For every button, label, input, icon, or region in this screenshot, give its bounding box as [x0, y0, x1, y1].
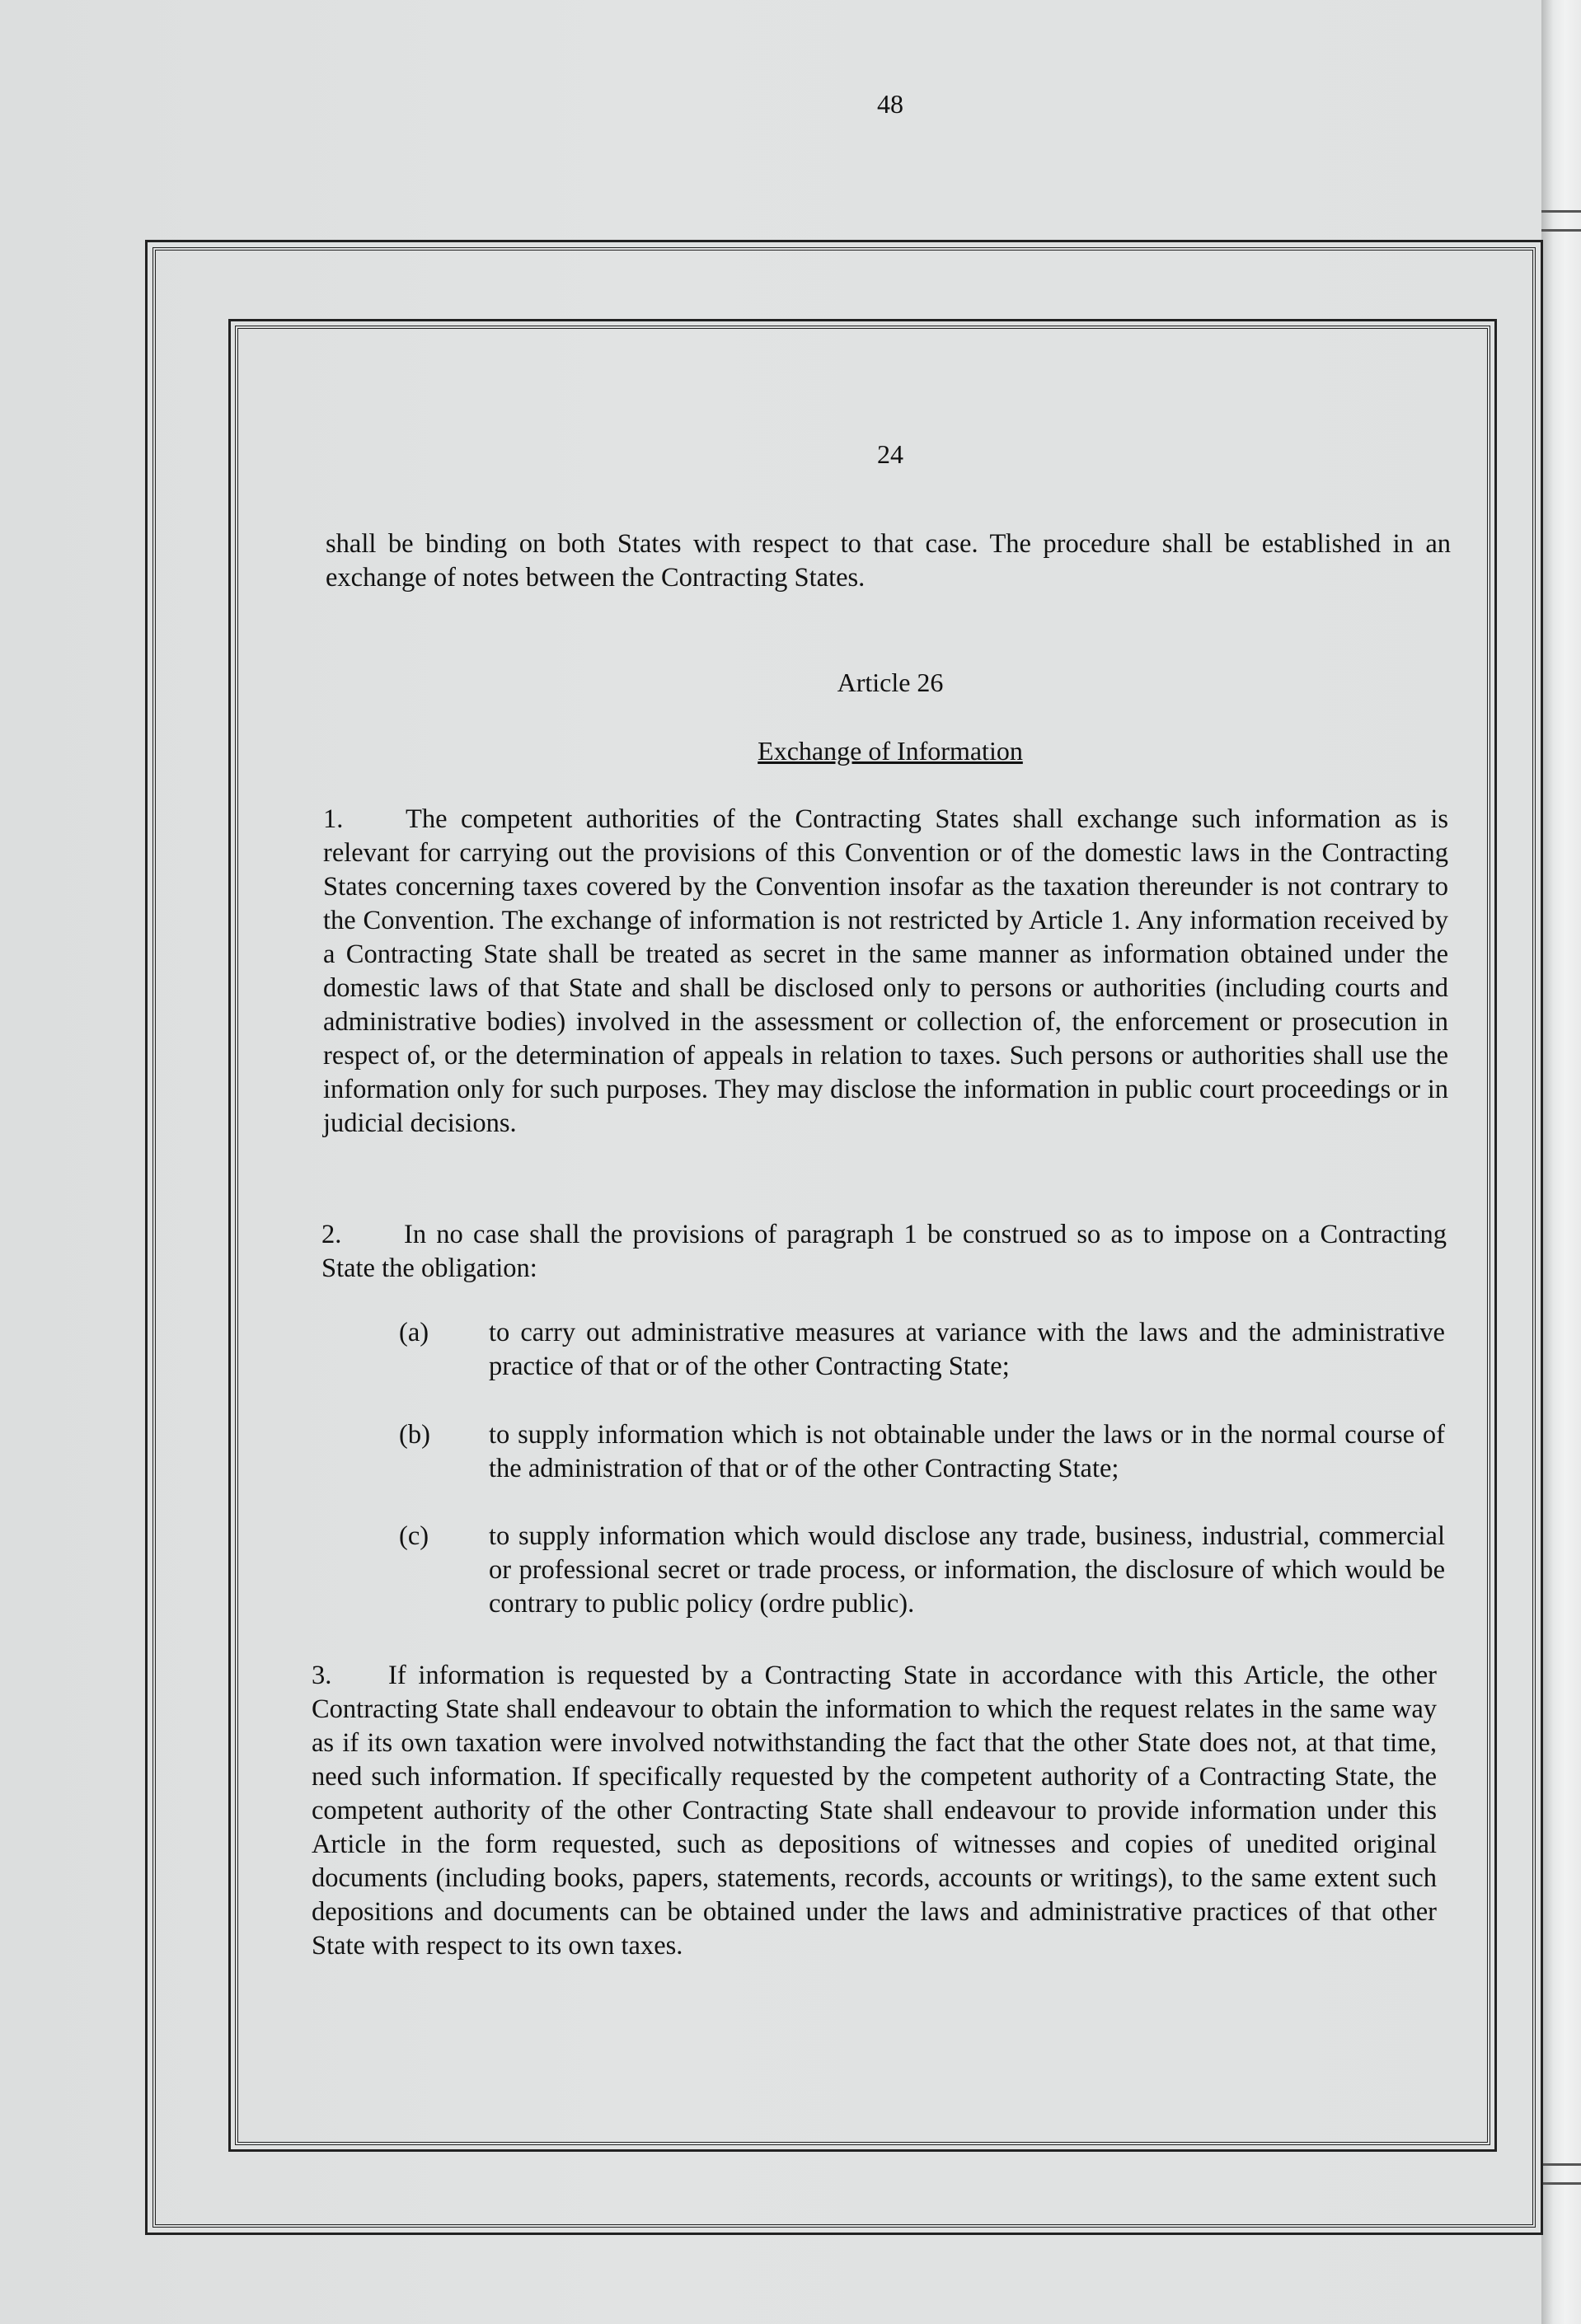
subparagraph-label: (a): [399, 1318, 429, 1347]
article-title: Article 26: [837, 668, 944, 697]
paragraph-text: The competent authorities of the Contracting States shall exchange such information as is relevant for carrying out the provisions of this Convention or of the domestic laws in the Contracting States concerning taxes covered by the Convention insofar as the taxation thereunder is not contrary to the Convention. The exchange of information is not restricted by Article 1. Any information received by a Contracting State shall be treated as secret in the same manner as information obtained under the domestic laws of that State and shall be disclosed only to persons or authorities (including courts and administrative bodies) involved in the assessment or collection of, the enforcement or prosecution in respect of, or the determination of appeals in relation to taxes. Such persons or authorities shall use the information only for such purposes. They may disclose the information in public court proceedings or in judicial decisions.: [323, 804, 1448, 1138]
paragraph-1: [323, 803, 1448, 1141]
subparagraph-label: (b): [399, 1420, 430, 1450]
paragraph-3: [312, 1659, 1437, 1963]
paragraph-number: 2.: [321, 1220, 342, 1249]
continuation-text: shall be binding on both States with respect to that case. The procedure shall be established in an exchange of notes between the Contracting States.: [326, 529, 1451, 593]
subparagraph-c: [399, 1520, 1446, 1627]
inner-page-number: 24: [877, 439, 903, 469]
subparagraph-text: to carry out administrative measures at variance with the laws and the administrative practice of that or of the other Contracting State;: [489, 1318, 1445, 1381]
subparagraph-a: [399, 1316, 1446, 1390]
paragraph-number: 1.: [323, 804, 344, 834]
paragraph-text: If information is requested by a Contracting State in accordance with this Article, the other Contracting State shall endeavour to obtain the information to which the request relates in the same way as if its own taxation were involved notwithstanding the fact that the other State does not, at that time, need such information. If specifically requested by the competent authority of a Contracting State, the competent authority of the other Contracting State shall endeavour to provide information under this Article in the form requested, such as depositions of witnesses and copies of unedited original documents (including books, papers, statements, records, accounts or writings), to the same extent such depositions and documents can be obtained under the laws and administrative practices of that other State with respect to its own taxes.: [312, 1661, 1437, 1961]
outer-page-number: 48: [877, 89, 903, 119]
adjacent-page-border-line: [1541, 210, 1581, 232]
subparagraph-text: to supply information which would disclose any trade, business, industrial, commercial or professional secret or trade process, or information, the disclosure of which would be contrary to public policy (ordre public).: [489, 1521, 1445, 1619]
adjacent-page-edge: [1541, 0, 1581, 2324]
article-heading: Exchange of Information: [758, 736, 1023, 766]
subparagraph-text: to supply information which is not obtainable under the laws or in the normal course of the administration of that or of the other Contracting State;: [489, 1420, 1445, 1483]
adjacent-page-border-line: [1541, 2163, 1581, 2185]
subparagraph-b: [399, 1418, 1446, 1492]
paragraph-text: In no case shall the provisions of paragraph 1 be construed so as to impose on a Contracting State the obligation:: [321, 1220, 1447, 1283]
subparagraph-label: (c): [399, 1521, 429, 1551]
paragraph-2: [321, 1218, 1447, 1286]
paragraph-number: 3.: [312, 1661, 332, 1690]
